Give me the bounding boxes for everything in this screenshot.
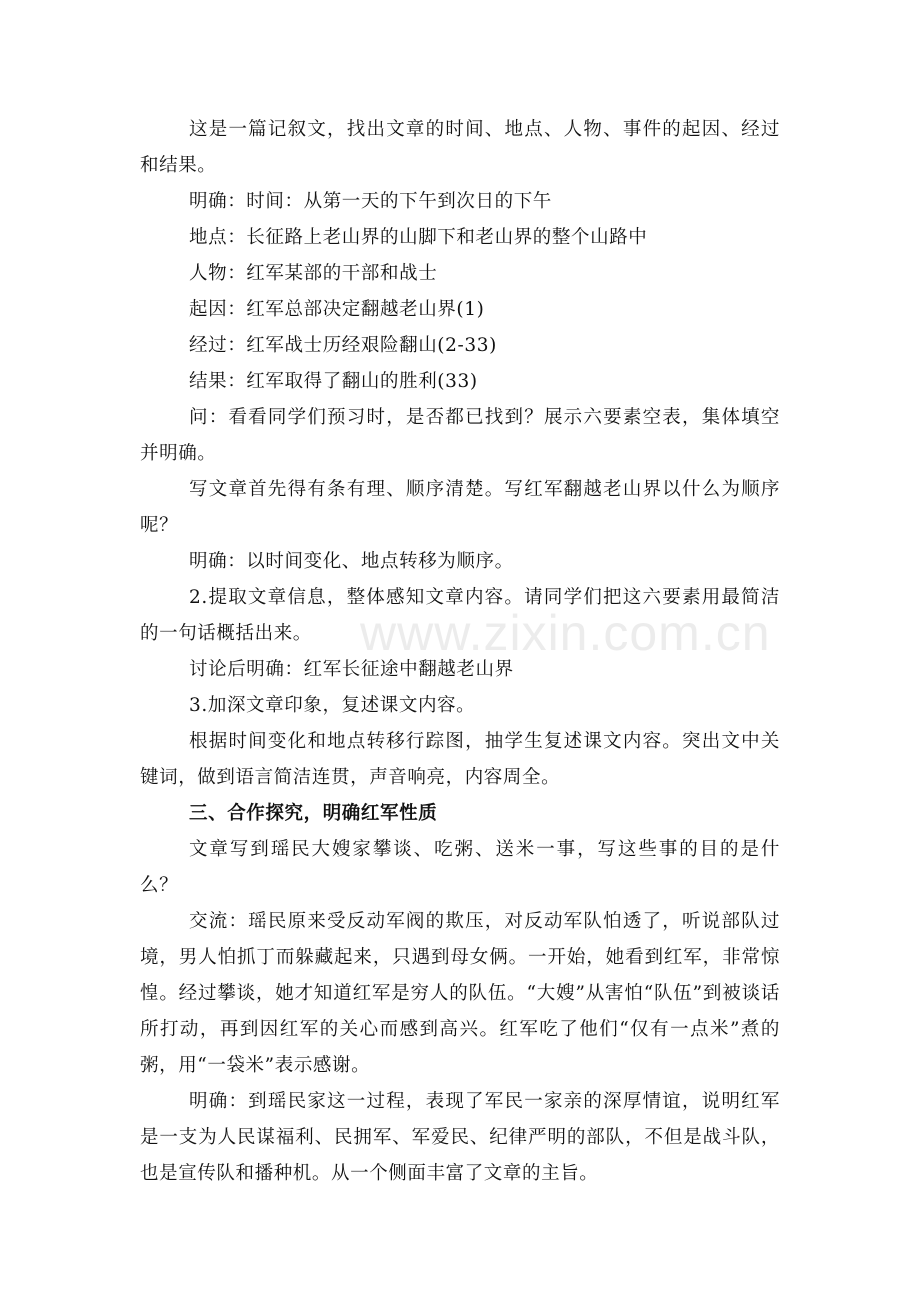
paragraph: 结果：红军取得了翻山的胜利(33) bbox=[189, 371, 478, 392]
paragraph: 交流：瑶民原来受反动军阀的欺压，对反动军队怕透了，听说部队过境，男人怕抓丁而躲藏起来，只遇到母女俩。一开始，她看到红军，非常惊惶。经过攀谈，她才知道红军是穷人的队伍。“大嫂”从害怕“队伍”到被谈话所打动，再到因红军的关心而感到高兴。红军吃了他们“仅有一点米”煮的粥，用“一袋米”表示感谢。 bbox=[140, 911, 780, 1076]
paragraph: 3.加深文章印象，复述课文内容。 bbox=[189, 695, 476, 716]
document-body bbox=[140, 112, 780, 1192]
paragraph: 明确：以时间变化、地点转移为顺序。 bbox=[189, 551, 514, 572]
watermark: www.zixin.com.cn bbox=[360, 605, 771, 661]
paragraph: 人物：红军某部的干部和战士 bbox=[189, 263, 438, 284]
paragraph: 根据时间变化和地点转移行踪图，抽学生复述课文内容。突出文中关键词，做到语言简洁连贯，声音响亮，内容周全。 bbox=[140, 731, 780, 788]
paragraph: 讨论后明确：红军长征途中翻越老山界 bbox=[189, 659, 514, 680]
paragraph: 起因：红军总部决定翻越老山界(1) bbox=[189, 299, 485, 320]
paragraph: 2.提取文章信息，整体感知文章内容。请同学们把这六要素用最简洁的一句话概括出来。 bbox=[140, 587, 780, 644]
paragraph: 经过：红军战士历经艰险翻山(2-33) bbox=[189, 335, 497, 356]
paragraph: 问：看看同学们预习时，是否都已找到？展示六要素空表，集体填空并明确。 bbox=[140, 407, 780, 464]
section-heading: 三、合作探究，明确红军性质 bbox=[189, 803, 438, 824]
paragraph: 地点：长征路上老山界的山脚下和老山界的整个山路中 bbox=[189, 227, 648, 248]
paragraph: 明确：到瑶民家这一过程，表现了军民一家亲的深厚情谊，说明红军是一支为人民谋福利、民拥军、军爱民、纪律严明的部队，不但是战斗队，也是宣传队和播种机。从一个侧面丰富了文章的主旨。 bbox=[140, 1091, 780, 1184]
paragraph: 这是一篇记叙文，找出文章的时间、地点、人物、事件的起因、经过和结果。 bbox=[140, 119, 780, 176]
paragraph: 写文章首先得有条有理、顺序清楚。写红军翻越老山界以什么为顺序呢？ bbox=[140, 479, 780, 536]
paragraph: 明确：时间：从第一天的下午到次日的下午 bbox=[189, 191, 552, 212]
paragraph: 文章写到瑶民大嫂家攀谈、吃粥、送米一事，写这些事的目的是什么？ bbox=[140, 839, 780, 896]
